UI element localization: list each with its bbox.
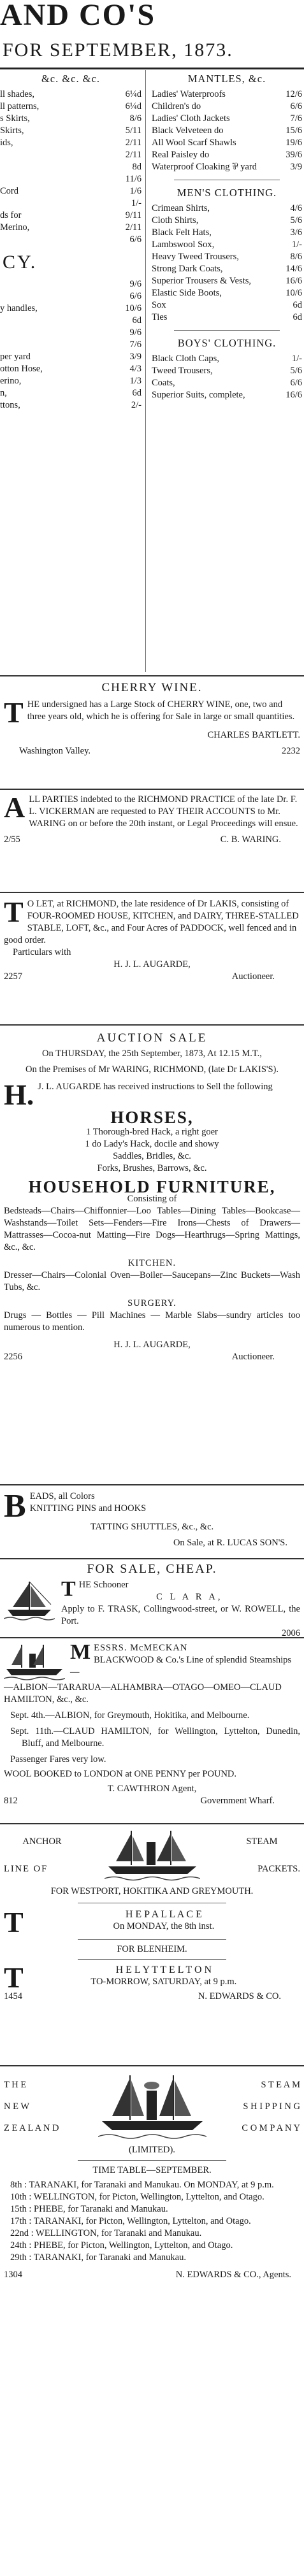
price-price: 1/- (131, 198, 141, 208)
nz-left-word: Z E A L A N D (4, 2123, 59, 2133)
mcmeckan-wool: WOOL BOOKED to LONDON at ONE PENNY per POUND. (4, 1769, 237, 1779)
to-let-body: O LET, at RICHMOND, the late residence of Dr LAKIS, consisting of FOUR-ROOMED HOUSE, KITCHEN, and DAIRY, THREE-STALLED STABLE, LOFT, &c., and Four Acres of PADDOCK, well fenced and in good order. (4, 899, 299, 945)
beads-line1: EADS, all Colors (29, 1491, 95, 1501)
ad-number: 812 (4, 1796, 18, 1806)
richmond-debts-ad (4, 791, 300, 846)
to-let-particulars: Particulars with (13, 947, 71, 957)
furniture-heading: HOUSEHOLD FURNITURE, (28, 1177, 276, 1196)
price-row (0, 149, 141, 161)
dropcap: A (4, 791, 25, 824)
price-price: 4/3 (129, 364, 141, 374)
boys-row (152, 365, 302, 377)
beads-line4: On Sale, at R. LUCAS SON'S. (173, 1538, 287, 1548)
dropcap: H. (4, 1078, 34, 1111)
anchor-left-bottom: LINE OF (4, 1864, 48, 1874)
dropcap: T (61, 1577, 76, 1601)
to-let-signature: H. J. L. AUGARDE, (113, 959, 191, 970)
mcmeckan-line2: BLACKWOOD & Co.'s Line of splendid Steamships— (70, 1655, 292, 1677)
anchor-ship-2-when: TO-MORROW, SATURDAY, at 9 p.m. (90, 1977, 237, 1987)
mantle-item: Waterproof Cloaking ⅌ yard (152, 162, 257, 172)
mens-clothing-list (152, 203, 302, 324)
mens-item: Heavy Tweed Trousers, (152, 252, 239, 262)
boys-item: Black Cloth Caps, (152, 354, 219, 364)
horses-list (4, 1126, 300, 1175)
price-row (0, 210, 141, 222)
mens-clothing-heading: MEN'S CLOTHING. (177, 187, 277, 199)
mens-row (152, 287, 302, 299)
to-let-role: Auctioneer. (231, 971, 275, 982)
price-price: 9/11 (125, 210, 141, 220)
price-price: 2/- (131, 400, 141, 410)
mens-item: Elastic Side Boots, (152, 288, 222, 298)
mantle-price: 19/6 (286, 138, 302, 148)
price-price: 9/6 (129, 327, 141, 338)
horse-item: 1 Thorough-bred Hack, a right goer (86, 1127, 218, 1137)
mens-price: 14/6 (286, 264, 302, 274)
price-row (0, 387, 141, 399)
boys-price: 5/6 (290, 366, 302, 376)
mantle-row (152, 149, 302, 161)
ad-separator (0, 1024, 304, 1026)
cherry-wine-place: Washington Valley. (19, 746, 90, 756)
anchor-right-top: STEAM (246, 1836, 278, 1847)
price-row (0, 125, 141, 137)
mens-row (152, 251, 302, 263)
price-list-right-column (152, 71, 302, 401)
mens-price: 4/6 (290, 203, 302, 213)
cherry-wine-signature: CHARLES BARTLETT. (207, 730, 300, 740)
price-row (0, 89, 141, 101)
mcmeckan-ad (4, 1642, 300, 1807)
left-section2-list (0, 278, 141, 411)
nz-right-word: S T E A M (261, 2080, 300, 2090)
schooner-name: C L A R A, (156, 1592, 223, 1602)
ad-separator (0, 1484, 304, 1485)
richmond-debts-body: LL PARTIES indebted to the RICHMOND PRACTICE of the late Dr. F. L. VICKERMAN are requested to PAY THEIR ACCOUNTS to Mr. WARING on or before the 20th instant, or Legal Proceedings will ensue. (29, 794, 298, 829)
ad-number: 1454 (4, 1991, 22, 2001)
sailing-item: 29th : TARANAKI, for Taranaki and Manukau. (10, 2252, 186, 2263)
price-item: ttons, (0, 400, 20, 410)
cherry-wine-ad (4, 682, 300, 757)
mens-item: Lambswool Sox, (152, 240, 215, 250)
auction-date: On THURSDAY, the 25th September, 1873, At 12.15 M.T., (42, 1048, 262, 1059)
timetable-list (4, 2179, 300, 2264)
sailing-item: 17th : TARANAKI, for Picton, Wellington, Lyttelton, and Otago. (10, 2216, 251, 2226)
price-row (0, 222, 141, 234)
mens-item: Strong Dark Coats, (152, 264, 223, 274)
column-divider (145, 70, 146, 672)
mantle-row (152, 161, 302, 173)
mens-row (152, 203, 302, 215)
timetable-heading: TIME TABLE—SEPTEMBER. (92, 2165, 212, 2175)
mens-item: Black Felt Hats, (152, 227, 212, 238)
mantle-price: 7/6 (290, 113, 302, 124)
auction-sale-ad (4, 1032, 300, 1363)
mantle-price: 15/6 (286, 125, 302, 136)
steamship-icon (4, 1642, 65, 1682)
section-rule (174, 330, 279, 331)
price-row (0, 399, 141, 411)
price-price: 6/6 (129, 234, 141, 245)
mantle-item: Real Paisley do (152, 150, 210, 160)
boys-row (152, 353, 302, 365)
anchor-line-ad (4, 1828, 300, 2003)
mens-item: Sox (152, 300, 166, 310)
mens-row (152, 263, 302, 275)
nz-limited: (LIMITED). (129, 2145, 175, 2155)
mantle-item: Ladies' Waterproofs (152, 89, 226, 99)
mantle-row (152, 89, 302, 101)
sailing-item: 15th : PHEBE, for Taranaki and Manukau. (10, 2204, 168, 2214)
nz-right-word: C O M P A N Y (242, 2123, 300, 2133)
boys-clothing-list (152, 353, 302, 401)
price-item: Cord (0, 186, 18, 196)
mens-row (152, 275, 302, 287)
price-row (0, 363, 141, 375)
steamship-icon (98, 2072, 206, 2142)
mantle-row (152, 101, 302, 113)
price-item: y handles, (0, 303, 38, 313)
mantle-price: 6/6 (290, 101, 302, 111)
for-sale-ad (4, 1563, 300, 1640)
mens-price: 10/6 (286, 288, 302, 298)
boys-item: Coats, (152, 378, 175, 388)
price-price: 2/11 (125, 222, 141, 233)
mens-row (152, 239, 302, 251)
cherry-wine-body: HE undersigned has a Large Stock of CHERRY WINE, one, two and three years old, which he is offering for Sale in large or small quantities. (27, 699, 295, 722)
mantle-price: 39/6 (286, 150, 302, 160)
furniture-body: Bedsteads—Chairs—Chiffonnier—Loo Tables—Dining Tables—Bookcase—Washstands—Toilet Sets—Fenders—Fire Irons—Chests of Drawers—Mattrasses—Cocoa-nut Matting—Fire Dogs—Hearthrugs—Spring Mattings, &c., &c. (4, 1206, 300, 1252)
price-item: ds for (0, 210, 22, 220)
nz-left-text (4, 2074, 93, 2139)
surgery-heading: SURGERY. (127, 1298, 177, 1308)
boys-item: Tweed Trousers, (152, 366, 213, 376)
ad-separator (0, 1558, 304, 1559)
mens-row (152, 299, 302, 311)
price-item: erino, (0, 376, 22, 386)
price-row (0, 234, 141, 246)
price-row (0, 327, 141, 339)
mens-row (152, 311, 302, 324)
boys-price: 6/6 (290, 378, 302, 388)
steamship-icon (105, 1828, 200, 1883)
dropcap: B (4, 1488, 26, 1524)
for-sale-line1: HE Schooner (78, 1580, 129, 1590)
auction-premises: On the Premises of Mr WARING, RICHMOND, (late Dr LAKIS'S). (25, 1064, 279, 1075)
auction-intro: J. L. AUGARDE has received instructions to Sell the following (38, 1082, 273, 1092)
boys-row (152, 389, 302, 401)
mantle-price: 3/9 (290, 162, 302, 172)
boys-price: 16/6 (286, 390, 302, 400)
mantle-row (152, 125, 302, 137)
mens-price: 6d (293, 312, 302, 322)
mens-price: 16/6 (286, 276, 302, 286)
dropcap: T (4, 1961, 24, 1994)
ad-number: 2232 (282, 746, 300, 756)
mantle-price: 12/6 (286, 89, 302, 99)
mens-item: Superior Trousers & Vests, (152, 276, 252, 286)
price-price: 2/11 (125, 150, 141, 160)
price-price: 11/6 (125, 174, 141, 184)
left-section1-list (0, 89, 141, 246)
ad-number: 2006 (282, 1628, 300, 1638)
boys-item: Superior Suits, complete, (152, 390, 245, 400)
mantle-item: Ladies' Cloth Jackets (152, 113, 230, 124)
auction-signature: H. J. L. AUGARDE, (113, 1340, 191, 1350)
nz-left-word: N E W (4, 2101, 30, 2112)
boys-price: 1/- (291, 354, 302, 364)
price-item: ll patterns, (0, 101, 40, 111)
price-row (0, 137, 141, 149)
richmond-debts-signature: C. B. WARING. (220, 834, 281, 845)
horses-heading: HORSES, (110, 1108, 194, 1127)
horse-item: 1 do Lady's Hack, docile and showy (85, 1139, 219, 1149)
schooner-icon (4, 1579, 55, 1640)
dropcap: T (4, 696, 24, 729)
price-row (0, 173, 141, 185)
for-sale-line2: Apply to F. TRASK, Collingwood-street, or W. ROWELL, the Port. (61, 1604, 300, 1626)
boys-row (152, 377, 302, 389)
nz-shipping-ad (4, 2072, 300, 2281)
left-section-heading: &c. &c. &c. (41, 73, 101, 85)
mens-price: 8/6 (290, 252, 302, 262)
boys-clothing-heading: BOYS' CLOTHING. (177, 337, 277, 349)
mens-item: Cloth Shirts, (152, 215, 199, 225)
price-item: otton Hose, (0, 364, 43, 374)
price-price: 3/9 (129, 352, 141, 362)
price-row (0, 375, 141, 387)
anchor-ship-1-when: On MONDAY, the 8th inst. (113, 1921, 215, 1931)
mens-row (152, 215, 302, 227)
auction-heading: AUCTION SALE (96, 1031, 208, 1045)
kitchen-body: Dresser—Chairs—Colonial Oven—Boiler—Saucepans—Zinc Buckets—Wash Tubs, &c. (4, 1270, 300, 1292)
price-list-left-column (0, 71, 141, 411)
price-price: 8d (132, 162, 141, 172)
ad-number: 2257 (4, 971, 22, 982)
beads-line2: KNITTING PINS and HOOKS (29, 1503, 147, 1513)
price-item: n, (0, 388, 7, 398)
cherry-wine-heading: CHERRY WINE. (101, 681, 203, 694)
price-price: 6/6 (129, 291, 141, 301)
nz-signature: N. EDWARDS & CO., Agents. (175, 2270, 291, 2280)
price-item: s Skirts, (0, 113, 30, 124)
ad-number: 2/55 (4, 834, 20, 845)
anchor-ship-1-destination: FOR BLENHEIM. (117, 1944, 187, 1954)
fancy-section-heading: CY. (3, 252, 38, 273)
surgery-body: Drugs — Bottles — Pill Machines — Marble Slabs—sundry articles too numerous to mention. (4, 1310, 300, 1333)
price-row (0, 351, 141, 363)
mens-price: 5/6 (290, 215, 302, 225)
ad-separator (0, 675, 304, 676)
price-row (0, 113, 141, 125)
price-price: 6¼d (125, 101, 141, 111)
mantle-row (152, 137, 302, 149)
anchor-ship-2: H E L Y T T E L T O N (115, 1964, 212, 1975)
dropcap: T (4, 1906, 24, 1938)
horse-item: Saddles, Bridles, &c. (113, 1151, 191, 1161)
sailing-item: 22nd : WELLINGTON, for Taranaki and Manukau. (10, 2228, 202, 2238)
sailing-item: 10th : WELLINGTON, for Picton, Wellington, Lyttelton, and Otago. (10, 2192, 264, 2202)
mantle-item: Black Velveteen do (152, 125, 224, 136)
price-row (0, 197, 141, 210)
dropcap: T (4, 896, 24, 928)
price-price: 6d (132, 388, 141, 398)
price-price: 6¼d (125, 89, 141, 99)
anchor-left-top: ANCHOR (22, 1836, 62, 1847)
ad-separator (0, 2065, 304, 2066)
ad-number: 1304 (4, 2270, 22, 2280)
mcmeckan-line1: ESSRS. McMECKAN (94, 1643, 188, 1653)
mens-item: Ties (152, 312, 168, 322)
mcmeckan-line3: —ALBION—TARARUA—ALHAMBRA—OTAGO—OMEO—CLAUD HAMILTON, &c., &c. (4, 1682, 282, 1705)
mens-item: Crimean Shirts, (152, 203, 210, 213)
price-row (0, 185, 141, 197)
header-rule (0, 68, 304, 69)
price-list-subtitle: FOR SEPTEMBER, 1873. (3, 39, 233, 61)
price-price: 2/11 (125, 138, 141, 148)
ad-separator (0, 1637, 304, 1638)
price-row (0, 315, 141, 327)
mcmeckan-fares: Passenger Fares very low. (10, 1754, 106, 1764)
mantles-list (152, 89, 302, 173)
anchor-ship-1: H E P A L L A C E (125, 1909, 202, 1920)
to-let-ad (4, 898, 300, 983)
sailing-item: 8th : TARANAKI, for Taranaki and Manukau. On MONDAY, at 9 p.m. (10, 2180, 274, 2190)
price-price: 10/6 (125, 303, 141, 313)
sailing-item: 24th : PHEBE, for Picton, Wellington, Lyttelton, and Otago. (10, 2240, 233, 2250)
price-row (0, 303, 141, 315)
mens-price: 3/6 (290, 227, 302, 238)
anchor-signature: N. EDWARDS & CO. (198, 1991, 281, 2001)
price-item: ll shades, (0, 89, 34, 99)
price-price: 9/6 (129, 279, 141, 289)
beads-line3: TATTING SHUTTLES, &c., &c. (90, 1522, 214, 1532)
price-item: per yard (0, 352, 31, 362)
price-row (0, 101, 141, 113)
mens-price: 6d (293, 300, 302, 310)
auction-role: Auctioneer. (231, 1352, 275, 1362)
mens-row (152, 227, 302, 239)
horse-item: Forks, Brushes, Barrows, &c. (97, 1163, 207, 1173)
mcmeckan-place: Government Wharf. (200, 1796, 275, 1806)
mcmeckan-signature: T. CAWTHRON Agent, (107, 1784, 197, 1794)
mens-price: 1/- (291, 240, 302, 250)
mcmeckan-sailing-2: Sept. 11th.—CLAUD HAMILTON, for Wellington, Lyttelton, Dunedin, Bluff, and Melbourne. (10, 1726, 300, 1749)
kitchen-heading: KITCHEN. (127, 1258, 177, 1268)
ad-number: 2256 (4, 1352, 22, 1362)
mantle-row (152, 113, 302, 125)
price-item: ids, (0, 138, 13, 148)
ad-separator (0, 1823, 304, 1824)
price-price: 6d (132, 315, 141, 326)
price-price: 7/6 (129, 340, 141, 350)
mcmeckan-sailing-1: Sept. 4th.—ALBION, for Greymouth, Hokitika, and Melbourne. (10, 1710, 250, 1721)
price-row (0, 339, 141, 351)
price-price: 5/11 (125, 125, 141, 136)
mantle-item: Children's do (152, 101, 201, 111)
mantles-heading: MANTLES, &c. (187, 73, 266, 85)
price-item: Merino, (0, 222, 30, 233)
price-item: Skirts, (0, 125, 24, 136)
dropcap: M (70, 1640, 91, 1664)
price-row (0, 290, 141, 303)
for-sale-heading: FOR SALE, CHEAP. (87, 1562, 217, 1576)
price-row (0, 161, 141, 173)
price-row (0, 278, 141, 290)
ad-separator (0, 892, 304, 893)
nz-right-word: S H I P P I N G (243, 2101, 300, 2112)
price-price: 8/6 (129, 113, 141, 124)
anchor-right-bottom: PACKETS. (257, 1864, 300, 1874)
price-price: 1/3 (129, 376, 141, 386)
nz-right-text (211, 2074, 300, 2139)
anchor-route: FOR WESTPORT, HOKITIKA AND GREYMOUTH. (50, 1886, 254, 1896)
beads-ad (4, 1488, 300, 1549)
price-list-title: AND CO'S (0, 0, 156, 32)
furniture-sub: Consisting of (127, 1194, 177, 1204)
nz-left-word: T H E (4, 2080, 27, 2090)
mantle-item: All Wool Scarf Shawls (152, 138, 236, 148)
ad-separator (0, 789, 304, 790)
price-price: 1/6 (129, 186, 141, 196)
